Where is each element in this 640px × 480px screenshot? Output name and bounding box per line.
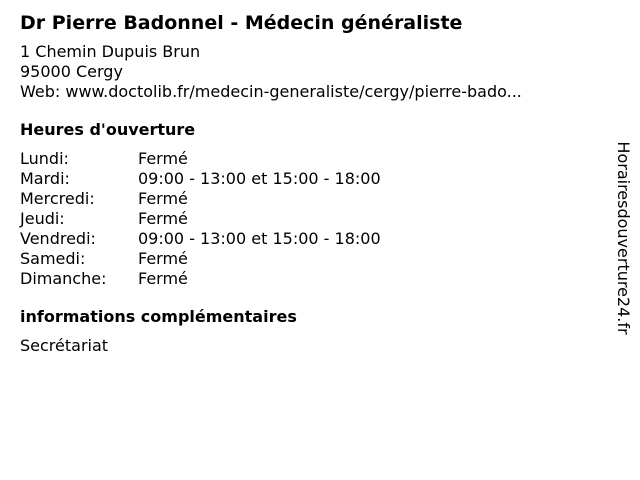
hours-table xyxy=(20,149,600,289)
address-web: Web: www.doctolib.fr/medecin-generaliste/cergy/pierre-bado... xyxy=(20,82,522,101)
extra-info-heading: informations complémentaires xyxy=(20,307,297,326)
hours-value: 09:00 - 13:00 et 15:00 - 18:00 xyxy=(138,169,381,188)
hours-day: Mercredi: xyxy=(20,189,95,208)
hours-value: 09:00 - 13:00 et 15:00 - 18:00 xyxy=(138,229,381,248)
hours-day: Vendredi: xyxy=(20,229,96,248)
hours-day: Samedi: xyxy=(20,249,86,268)
address-city: 95000 Cergy xyxy=(20,62,123,81)
hours-day: Jeudi: xyxy=(20,209,65,228)
hours-day: Lundi: xyxy=(20,149,69,168)
hours-row-mercredi xyxy=(20,189,600,209)
hours-row-vendredi xyxy=(20,229,600,249)
hours-value: Fermé xyxy=(138,249,188,268)
address-street: 1 Chemin Dupuis Brun xyxy=(20,42,201,61)
hours-row-jeudi xyxy=(20,209,600,229)
hours-value: Fermé xyxy=(138,149,188,168)
extra-info-text: Secrétariat xyxy=(20,336,109,355)
hours-row-mardi xyxy=(20,169,600,189)
hours-day: Dimanche: xyxy=(20,269,107,288)
address-block xyxy=(20,42,600,102)
hours-value: Fermé xyxy=(138,189,188,208)
hours-value: Fermé xyxy=(138,269,188,288)
hours-row-dimanche xyxy=(20,269,600,289)
hours-row-lundi xyxy=(20,149,600,169)
site-watermark: Horairesdouverture24.fr xyxy=(614,141,633,335)
hours-day: Mardi: xyxy=(20,169,70,188)
hours-heading: Heures d'ouverture xyxy=(20,120,196,139)
hours-value: Fermé xyxy=(138,209,188,228)
business-card xyxy=(20,10,600,356)
page-title: Dr Pierre Badonnel - Médecin généraliste xyxy=(20,12,463,34)
hours-row-samedi xyxy=(20,249,600,269)
